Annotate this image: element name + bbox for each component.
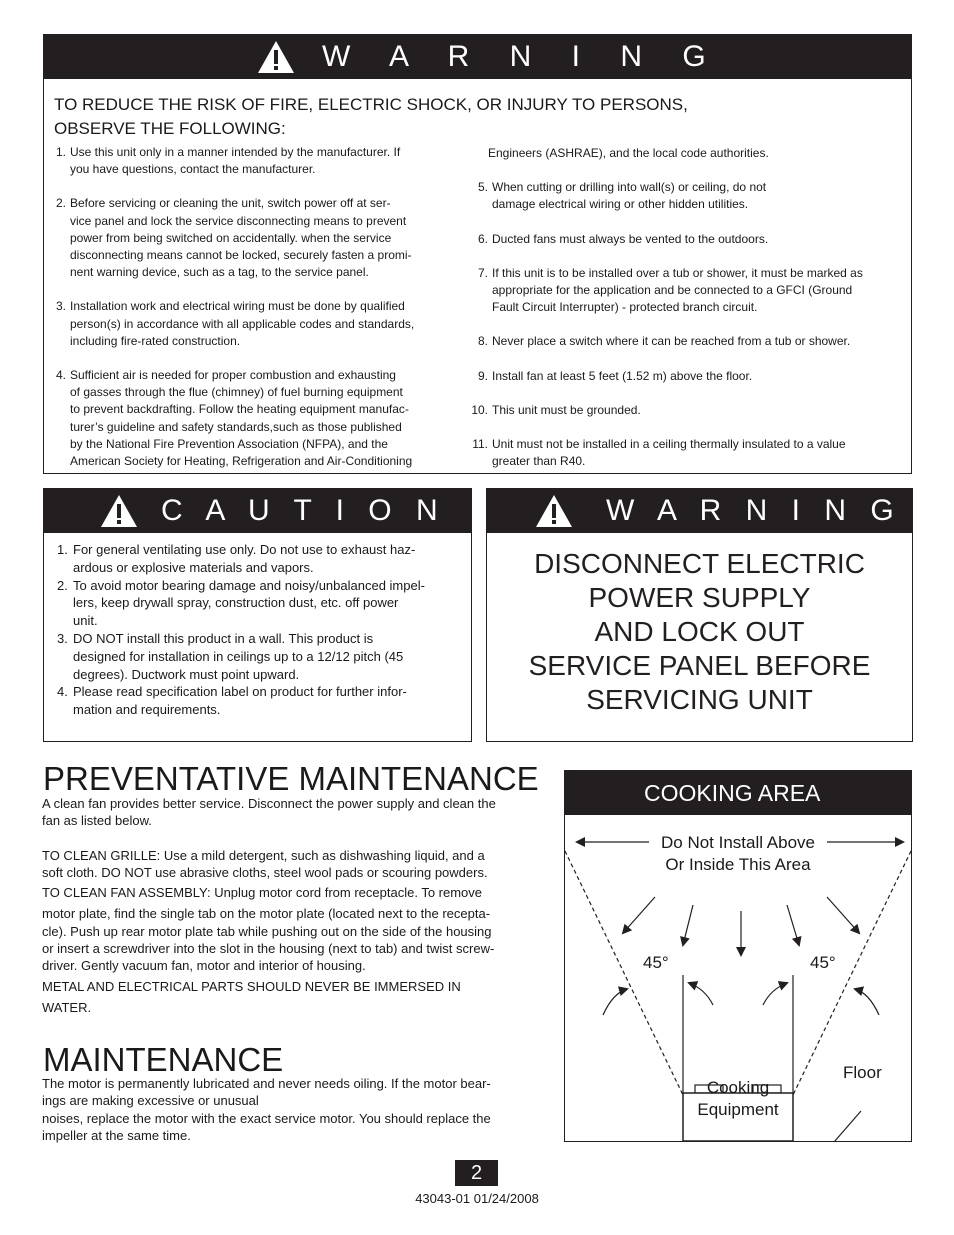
list-item-line: Unit must not be installed in a ceiling thermally insulated to a value bbox=[492, 437, 846, 452]
pm-p4-l3: or insert a screwdriver into the slot in the housing (next to tab) and twist screw- bbox=[42, 941, 495, 957]
list-item-text bbox=[492, 265, 863, 317]
do-not-install-label bbox=[565, 832, 911, 876]
disconnect-warning-title: W A R N I N G bbox=[606, 494, 902, 527]
m-l4: impeller at the same time. bbox=[42, 1127, 191, 1143]
list-item-line: greater than R40. bbox=[492, 454, 586, 469]
warning-list-right-wrap bbox=[471, 145, 908, 470]
list-item bbox=[57, 577, 465, 630]
list-item bbox=[466, 231, 908, 248]
list-item bbox=[466, 179, 908, 213]
list-item bbox=[57, 630, 465, 683]
pm-p5b: WATER. bbox=[42, 999, 92, 1015]
list-item-number: 9. bbox=[477, 368, 488, 383]
left-boundary-line bbox=[565, 851, 683, 1095]
continuation-line: Engineers (ASHRAE), and the local code authorities. bbox=[488, 146, 769, 160]
pm-p4-l4: driver. Gently vacuum fan, motor and interior of housing. bbox=[42, 958, 366, 974]
list-item-line: Fault Circuit Interrupter) - protected branch circuit. bbox=[492, 300, 758, 315]
disconnect-warning-box bbox=[486, 488, 913, 742]
intro-line-1: TO REDUCE THE RISK OF FIRE, ELECTRIC SHOCK, OR INJURY TO PERSONS, bbox=[54, 95, 688, 114]
maintenance-text bbox=[42, 1075, 552, 1144]
pm-p3: TO CLEAN FAN ASSEMBLY: Unplug motor cord from receptacle. To remove bbox=[42, 885, 483, 901]
list-item-number: 4. bbox=[57, 684, 68, 700]
do-not-install-line-2: Or Inside This Area bbox=[665, 855, 811, 874]
arrow-down-2 bbox=[683, 905, 693, 945]
list-item-line: power from being switched on accidentally. when the service bbox=[70, 230, 392, 245]
list-item-text bbox=[492, 368, 752, 385]
list-item-line: Before servicing or cleaning the unit, switch power off at ser- bbox=[70, 196, 391, 211]
list-item-line: Ducted fans must always be vented to the outdoors. bbox=[492, 231, 769, 246]
list-item-line: degrees). Ductwork must point upward. bbox=[73, 666, 300, 682]
list-item-line: including fire-rated construction. bbox=[70, 333, 241, 348]
warning-list-left bbox=[48, 144, 448, 470]
list-item-line: appropriate for the application and be connected to a GFCI (Ground bbox=[492, 283, 853, 298]
disconnect-warning-header bbox=[487, 489, 912, 533]
arrow-down-1 bbox=[623, 897, 655, 933]
list-item-number: 11. bbox=[472, 437, 488, 452]
warning-triangle-icon bbox=[256, 39, 296, 75]
list-item-line: vice panel and lock the service disconnecting means to prevent bbox=[70, 213, 407, 228]
list-item-line: Never place a switch where it can be reached from a tub or shower. bbox=[492, 334, 851, 349]
list-item-line: you have questions, contact the manufacturer. bbox=[70, 162, 316, 177]
top-warning-title: W A R N I N G bbox=[322, 40, 722, 73]
list-item-line: damage electrical wiring or other hidden utilities. bbox=[492, 197, 749, 212]
list-item-line: ardous or explosive materials and vapors. bbox=[73, 559, 314, 575]
list-item bbox=[466, 333, 908, 350]
list-item-number: 1. bbox=[55, 145, 66, 159]
do-not-install-line-1: Do Not Install Above bbox=[660, 833, 816, 852]
pm-p5a: METAL AND ELECTRICAL PARTS SHOULD NEVER BE IMMERSED IN bbox=[42, 978, 461, 994]
list-item-text bbox=[492, 179, 766, 213]
disconnect-warning-line: SERVICING UNIT bbox=[586, 684, 813, 715]
list-item-line: Use this unit only in a manner intended by the manufacturer. If bbox=[70, 145, 401, 159]
list-item bbox=[48, 195, 448, 281]
warning-triangle-icon bbox=[99, 493, 139, 529]
pm-p1-l2: fan as listed below. bbox=[42, 813, 152, 829]
list-item-text bbox=[70, 195, 412, 281]
document-id: 43043-01 01/24/2008 bbox=[415, 1191, 539, 1206]
list-item-line: unit. bbox=[73, 613, 98, 629]
list-item bbox=[48, 367, 448, 470]
list-item-text bbox=[73, 683, 407, 719]
list-item-text bbox=[73, 630, 403, 683]
list-item-line: If this unit is to be installed over a tub or shower, it must be marked as bbox=[492, 265, 863, 280]
list-item bbox=[57, 683, 465, 719]
disconnect-warning-line: POWER SUPPLY bbox=[588, 582, 811, 613]
disconnect-warning-line: DISCONNECT ELECTRIC bbox=[534, 548, 865, 579]
list-item-number: 6. bbox=[477, 231, 488, 246]
list-item-line: Installation work and electrical wiring must be done by qualified bbox=[70, 299, 405, 314]
equipment-line-2: Equipment bbox=[697, 1100, 779, 1119]
left-arc-outer bbox=[603, 989, 627, 1015]
list-item-text bbox=[492, 436, 846, 470]
right-arc-inner bbox=[763, 983, 787, 1005]
left-arc-inner bbox=[689, 983, 713, 1005]
floor-arrow bbox=[821, 1111, 861, 1141]
list-item-text bbox=[70, 298, 414, 350]
cooking-area-title: COOKING AREA bbox=[644, 779, 821, 806]
list-item-line: Install fan at least 5 feet (1.52 m) above the floor. bbox=[492, 368, 753, 383]
right-boundary-line bbox=[793, 851, 911, 1095]
list-item-number: 2. bbox=[55, 196, 66, 211]
maintenance-heading: MAINTENANCE bbox=[43, 1041, 284, 1078]
list-item-number: 1. bbox=[57, 542, 68, 557]
list-item-line: For general ventilating use only. Do not use to exhaust haz- bbox=[73, 542, 416, 557]
list-item bbox=[48, 298, 448, 350]
list-item bbox=[57, 541, 465, 577]
list-item-number: 3. bbox=[57, 630, 68, 646]
arrow-down-4 bbox=[787, 905, 799, 945]
m-l1: The motor is permanently lubricated and never needs oiling. If the motor bear- bbox=[42, 1076, 491, 1091]
page-number: 2 bbox=[455, 1160, 498, 1186]
warning-triangle-icon bbox=[534, 493, 574, 529]
list-item bbox=[466, 265, 908, 317]
top-warning-box bbox=[43, 34, 912, 474]
list-item bbox=[48, 144, 448, 178]
list-item-text bbox=[492, 333, 850, 350]
list-item-line: turer’s guideline and safety standards,such as those published bbox=[70, 419, 402, 434]
list-item-line: person(s) in accordance with all applicable codes and standards, bbox=[70, 316, 415, 331]
equipment-line-1: Cooking bbox=[706, 1078, 770, 1097]
list-item-line: nent warning device, such as a tag, to the service panel. bbox=[70, 265, 369, 280]
list-item bbox=[466, 368, 908, 385]
list-item-number: 4. bbox=[55, 368, 66, 383]
list-item-line: mation and requirements. bbox=[73, 702, 221, 718]
m-l2: ings are making excessive or unusual bbox=[42, 1093, 259, 1109]
arrow-down-5 bbox=[827, 897, 859, 933]
angle-left-label: 45° bbox=[643, 953, 669, 972]
preventative-text bbox=[42, 795, 552, 1016]
list-item-line: Sufficient air is needed for proper combustion and exhausting bbox=[70, 368, 396, 383]
pm-p4-l2: cle). Push up rear motor plate tab while pushing out on the side of the housing bbox=[42, 923, 492, 939]
list-item-text bbox=[70, 144, 400, 178]
list-item-text bbox=[70, 367, 412, 470]
list-item bbox=[466, 402, 908, 419]
disconnect-warning-line: SERVICE PANEL BEFORE bbox=[528, 650, 871, 681]
list-item-line: disconnecting means cannot be locked, securely fasten a promi- bbox=[70, 248, 412, 263]
cooking-area-diagram bbox=[564, 770, 912, 1142]
pm-p2-l2: soft cloth. DO NOT use abrasive cloths, steel wool pads or scouring powders. bbox=[42, 864, 488, 880]
floor-label: Floor bbox=[843, 1063, 882, 1082]
list-item-line: American Society for Heating, Refrigeration and Air-Conditioning bbox=[70, 454, 413, 469]
m-l3: noises, replace the motor with the exact service motor. You should replace the bbox=[42, 1110, 491, 1126]
list-item-text bbox=[73, 577, 425, 630]
list-item bbox=[466, 436, 908, 470]
caution-box bbox=[43, 488, 472, 742]
list-item-number: 7. bbox=[477, 265, 488, 280]
list-item-line: To avoid motor bearing damage and noisy/unbalanced impel- bbox=[73, 577, 425, 593]
list-item-line: When cutting or drilling into wall(s) or ceiling, do not bbox=[492, 180, 767, 195]
list-item-number: 5. bbox=[477, 180, 488, 195]
list-item-text bbox=[492, 231, 768, 248]
pm-p4-l1: motor plate, find the single tab on the motor plate (located next to the recepta- bbox=[42, 906, 491, 922]
cooking-area-header bbox=[565, 771, 911, 815]
list-item-number: 2. bbox=[57, 577, 68, 593]
list-item-text bbox=[73, 541, 415, 577]
pm-p2-l1: TO CLEAN GRILLE: Use a mild detergent, such as dishwashing liquid, and a bbox=[42, 847, 485, 863]
list-item-line: DO NOT install this product in a wall. This product is bbox=[73, 630, 374, 646]
list-item-line: lers, keep drywall spray, construction dust, etc. off power bbox=[73, 595, 399, 611]
intro-line-2: OBSERVE THE FOLLOWING: bbox=[54, 119, 286, 138]
right-arc-outer bbox=[855, 989, 879, 1015]
list-item-line: by the National Fire Prevention Association (NFPA), and the bbox=[70, 436, 388, 451]
caution-title: C A U T I O N bbox=[161, 494, 446, 527]
angle-right-label: 45° bbox=[810, 953, 836, 972]
list-item-number: 8. bbox=[477, 334, 488, 349]
caution-list bbox=[57, 541, 465, 719]
top-warning-header bbox=[44, 35, 911, 79]
warning-list-right bbox=[466, 179, 908, 470]
top-warning-intro bbox=[54, 93, 688, 141]
list-item-line: designed for installation in ceilings up to a 12/12 pitch (45 bbox=[73, 648, 404, 664]
list-item-line: Please read specification label on product for further infor- bbox=[73, 684, 407, 700]
list-item-number: 10. bbox=[471, 402, 488, 417]
caution-header bbox=[44, 489, 471, 533]
cooking-equipment-label bbox=[683, 1077, 793, 1121]
list-item-line: This unit must be grounded. bbox=[492, 402, 641, 417]
pm-p1-l1: A clean fan provides better service. Disconnect the power supply and clean the bbox=[42, 796, 496, 811]
list-item-line: of gasses through the flue (chimney) of fuel burning equipment bbox=[70, 385, 403, 400]
list-item-line: to prevent backdrafting. Follow the heating equipment manufac- bbox=[70, 402, 409, 417]
preventative-heading: PREVENTATIVE MAINTENANCE bbox=[43, 760, 539, 797]
list-item-text bbox=[492, 402, 641, 419]
disconnect-warning-text bbox=[487, 547, 912, 717]
list-item-number: 3. bbox=[55, 299, 66, 314]
disconnect-warning-line: AND LOCK OUT bbox=[594, 616, 805, 647]
